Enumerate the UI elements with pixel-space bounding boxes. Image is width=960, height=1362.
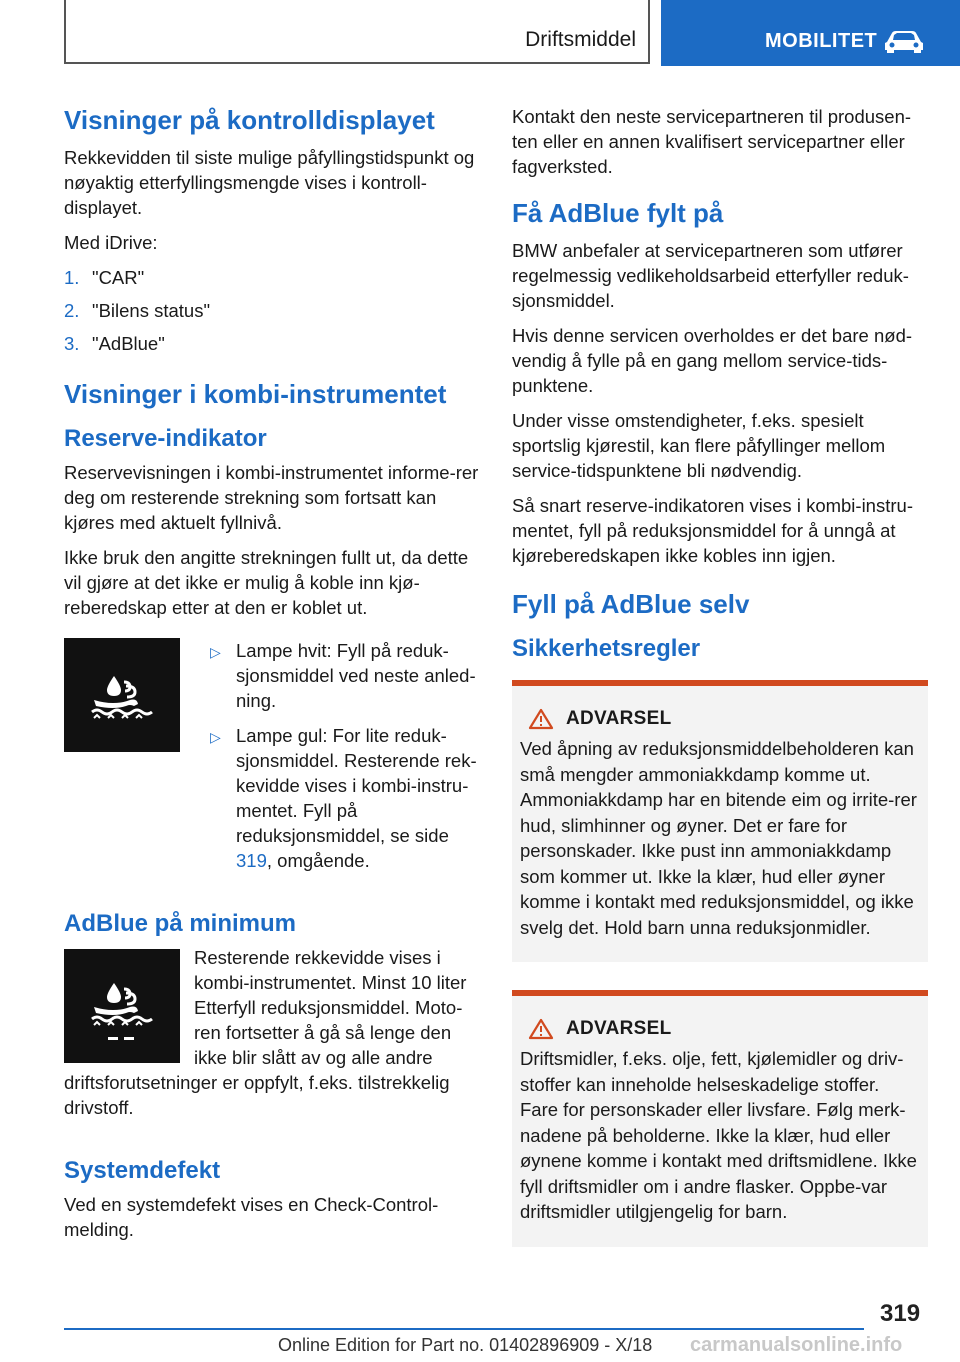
warning-triangle-icon	[528, 708, 554, 730]
warning-text: Ved åpning av reduksjonsmiddelbeholderen kan små mengder ammoniakkdamp komme ut. Ammoniakkdamp har en bitende eim og irrite-rer hud, slimhinner og øyner. Det er fare for personskader. Ikke pust inn ammoniakkdamp som kommer ut. Ikke la klær, hud eller øyner komme i kontakt med reduksjonsmiddel, og ikke svelg det. Hold barn unna reduksjonmidler.	[520, 738, 917, 938]
paragraph-display: Rekkevidden til siste mulige påfyllingstidspunkt og nøyaktig etterfyllingsmengde vises i kontroll-displayet.	[64, 146, 475, 218]
step-number: 1.	[64, 266, 80, 288]
left-column	[64, 100, 482, 1252]
triangle-bullet-icon: ▷	[210, 729, 221, 745]
right-column	[512, 100, 928, 1247]
bullet-yellow-lamp	[210, 723, 482, 873]
step-item	[64, 265, 482, 290]
page-number: 319	[880, 1300, 921, 1327]
reserve-indicator-block	[64, 638, 482, 883]
bullet-white-lamp	[210, 638, 482, 713]
warning-header	[528, 1018, 920, 1040]
bullet-text	[236, 723, 482, 873]
page-link[interactable]: 319	[236, 850, 267, 871]
watermark: carmanualsonline.info	[690, 1334, 903, 1356]
heading-sikkerhet: Sikkerhetsregler	[512, 635, 701, 662]
warning-title: ADVARSEL	[566, 708, 672, 729]
bullet-text-pre: Lampe gul: For lite reduk-sjonsmiddel. Resterende rek-kevidde vises i kombi-instru-mentet. Fyll på reduksjonsmiddel, se side	[236, 725, 477, 846]
warning-header	[528, 708, 920, 730]
car-icon	[883, 28, 925, 54]
heading-fylt: Få AdBlue fylt på	[512, 198, 724, 228]
paragraph-fylt-2: Hvis denne servicen overholdes er det bare nød-vendig å fylle på en gang mellom service-tids-punktene.	[512, 324, 913, 396]
triangle-bullet-icon: ▷	[210, 644, 221, 660]
footer-edition: Online Edition for Part no. 01402896909 - X/18	[278, 1335, 653, 1355]
heading-minimum: AdBlue på minimum	[64, 910, 297, 937]
footer-divider	[64, 1328, 864, 1330]
step-item	[64, 298, 482, 323]
adblue-minimum-icon	[64, 949, 180, 1063]
heading-defekt: Systemdefekt	[64, 1157, 221, 1184]
warning-box-ammonia	[512, 680, 928, 962]
warning-triangle-icon	[528, 1018, 554, 1040]
chapter-label: MOBILITET	[765, 30, 878, 52]
paragraph-minimum: Resterende rekkevidde vises i kombi-instrumentet. Minst 10 liter Etterfyll reduksjonsmiddel. Moto-ren fortsetter å gå så lenge den ikke blir slått av og alle andre driftsforutsetninger er oppfylt, f.eks. tilstrekkelig drivstoff.	[64, 947, 467, 1118]
bullet-text: Lampe hvit: Fyll på reduk-sjonsmiddel ved neste anled-ning.	[236, 640, 476, 711]
paragraph-kontakt: Kontakt den neste servicepartneren til produsen-ten eller en annen kvalifisert servicepartner eller fagverksted.	[512, 106, 912, 177]
paragraph-fylt-4: Så snart reserve-indikatoren vises i kombi-instru-mentet, fyll på reduksjonsmiddel for å unngå at kjøreberedskapen ikke kobles inn igjen.	[512, 494, 913, 566]
heading-reserve: Reserve-indikator	[64, 425, 267, 452]
heading-selv: Fyll på AdBlue selv	[512, 588, 750, 619]
page-header	[0, 0, 960, 66]
warning-title: ADVARSEL	[566, 1018, 672, 1039]
adblue-indicator-icon	[64, 638, 180, 752]
step-text: "AdBlue"	[92, 332, 165, 354]
minimum-block	[64, 945, 482, 1130]
chapter-tab	[661, 0, 960, 66]
idrive-steps	[64, 265, 482, 356]
paragraph-reserve-1: Reservevisningen i kombi-instrumentet informe-rer deg om resterende strekning som fortsatt kan kjøres med aktuelt fyllnivå.	[64, 462, 479, 533]
heading-display: Visninger på kontrolldisplayet	[64, 105, 435, 135]
bullet-text-post: , omgående.	[266, 850, 370, 871]
step-text: "CAR"	[92, 266, 145, 288]
section-tab	[64, 0, 650, 64]
heading-kombi: Visninger i kombi-instrumentet	[64, 378, 447, 409]
section-label: Driftsmiddel	[525, 28, 636, 51]
paragraph-fylt-1: BMW anbefaler at servicepartneren som utfører regelmessig vedlikeholdsarbeid etterfyller reduk-sjonsmiddel.	[512, 239, 909, 311]
paragraph-fylt-3: Under visse omstendigheter, f.eks. spesielt sportslig kjørestil, kan flere påfyllinger mellom service-tidspunktene bli nødvendig.	[512, 409, 886, 481]
paragraph-idrive: Med iDrive:	[64, 231, 158, 253]
warning-text: Driftsmidler, f.eks. olje, fett, kjølemidler og driv-stoffer kan inneholde helseskadelige stoffer. Fare for personskader eller livsfare. Følg merk-nadene på beholderne. Ikke la klær, hud eller øynene komme i kontakt med driftsmidlene. Ikke fyll driftsmidler om i andre flasker. Oppbe-var driftsmidler utilgjengelig for barn.	[520, 1048, 917, 1222]
step-number: 3.	[64, 332, 80, 354]
paragraph-reserve-2: Ikke bruk den angitte strekningen fullt ut, da dette vil gjøre at det ikke er mulig å koble inn kjø-reberedskap etter at den er koblet ut.	[64, 547, 469, 618]
warning-box-driftsmidler	[512, 990, 928, 1247]
step-number: 2.	[64, 299, 80, 321]
paragraph-defekt: Ved en systemdefekt vises en Check-Control-melding.	[64, 1194, 439, 1240]
step-item	[64, 331, 482, 356]
step-text: "Bilens status"	[92, 299, 211, 321]
indicator-bullets	[210, 638, 482, 883]
